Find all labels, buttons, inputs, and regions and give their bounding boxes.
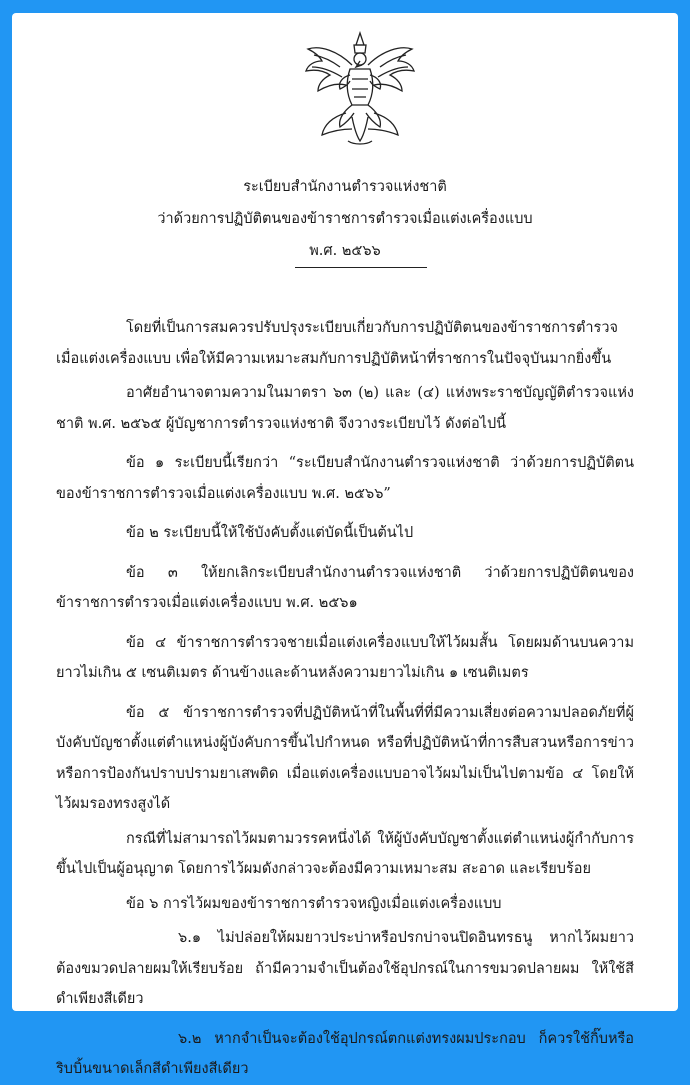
paragraph: ข้อ ๒ ระเบียบนี้ให้ใช้บังคับตั้งแต่บัดนี้เป็นต้นไป: [126, 525, 414, 541]
document-title: [12, 171, 678, 267]
document-page: [12, 13, 678, 1077]
title-line: พ.ศ. ๒๕๖๖: [309, 243, 381, 259]
title-line: ว่าด้วยการปฏิบัติตนของข้าราชการตำรวจเมื่อแต่งเครื่องแบบ: [157, 211, 533, 227]
paragraph: ข้อ ๔ ข้าราชการตำรวจชายเมื่อแต่งเครื่องแบบให้ไว้ผมสั้น โดยผมด้านบนความยาวไม่เกิน ๕ เซนติเมตร ด้านข้างและด้านหลังความยาวไม่เกิน ๑ เซนติเมตร: [56, 634, 634, 681]
paragraph: ๖.๑ ไม่ปล่อยให้ผมยาวประบ่าหรือปรกบ่าจนปิดอินทรธนู หากไว้ผมยาวต้องขมวดปลายผมให้เรียบร้อย ถ้ามีความจำเป็นต้องใช้อุปกรณ์ในการขมวดปลายผม ให้ใช้สีดำเพียงสีเดียว: [56, 930, 634, 1007]
paragraph: ข้อ ๕ ข้าราชการตำรวจที่ปฏิบัติหน้าที่ในพื้นที่ที่มีความเสี่ยงต่อความปลอดภัยที่ผู้บังคับบัญชาตั้งแต่ตำแหน่งผู้บังคับการขึ้นไปกำหนด หรือที่ปฏิบัติหน้าที่การสืบสวนหรือการข่าวหรือการป้องกันปราบปรามยาเสพติด เมื่อแต่งเครื่องแบบอาจไว้ผมไม่เป็นไปตามข้อ ๔ โดยให้ไว้ผมรองทรงสูงได้: [56, 704, 634, 812]
paragraph: ข้อ ๖ การไว้ผมของข้าราชการตำรวจหญิงเมื่อแต่งเครื่องแบบ: [126, 895, 502, 912]
title-line: ระเบียบสำนักงานตำรวจแห่งชาติ: [243, 179, 447, 195]
paragraph: อาศัยอำนาจตามความในมาตรา ๖๓ (๒) และ (๔) แห่งพระราชบัญญัติตำรวจแห่งชาติ พ.ศ. ๒๕๖๕ ผู้บัญชาการตำรวจแห่งชาติ จึงวางระเบียบไว้ ดังต่อไปนี้: [56, 385, 634, 432]
paragraph: ข้อ ๑ ระเบียบนี้เรียกว่า “ระเบียบสำนักงานตำรวจแห่งชาติ ว่าด้วยการปฏิบัติตนของข้าราชการตำรวจเมื่อแต่งเครื่องแบบ พ.ศ. ๒๕๖๖”: [56, 455, 634, 502]
garuda-emblem-icon: [302, 31, 418, 149]
paragraph: กรณีที่ไม่สามารถไว้ผมตามวรรคหนึ่งได้ ให้ผู้บังคับบัญชาตั้งแต่ตำแหน่งผู้กำกับการขึ้นไปเป็นผู้อนุญาต โดยการไว้ผมดังกล่าวจะต้องมีความเหมาะสม สะอาด และเรียบร้อย: [56, 830, 634, 877]
paragraph: ๖.๒ หากจำเป็นจะต้องใช้อุปกรณ์ตกแต่งทรงผมประกอบ ก็ควรใช้กิ๊บหรือริบบิ้นขนาดเล็กสีดำเพียงสีเดียว: [56, 1030, 634, 1077]
title-divider: [295, 267, 427, 268]
paragraph: โดยที่เป็นการสมควรปรับปรุงระเบียบเกี่ยวกับการปฏิบัติตนของข้าราชการตำรวจเมื่อแต่งเครื่องแบบ เพื่อให้มีความเหมาะสมกับการปฏิบัติหน้าที่ราชการในปัจจุบันมากยิ่งขึ้น: [56, 320, 618, 367]
document-body: [56, 313, 634, 1085]
paragraph: ข้อ ๓ ให้ยกเลิกระเบียบสำนักงานตำรวจแห่งชาติ ว่าด้วยการปฏิบัติตนของข้าราชการตำรวจเมื่อแต่งเครื่องแบบ พ.ศ. ๒๕๖๑: [56, 564, 634, 611]
